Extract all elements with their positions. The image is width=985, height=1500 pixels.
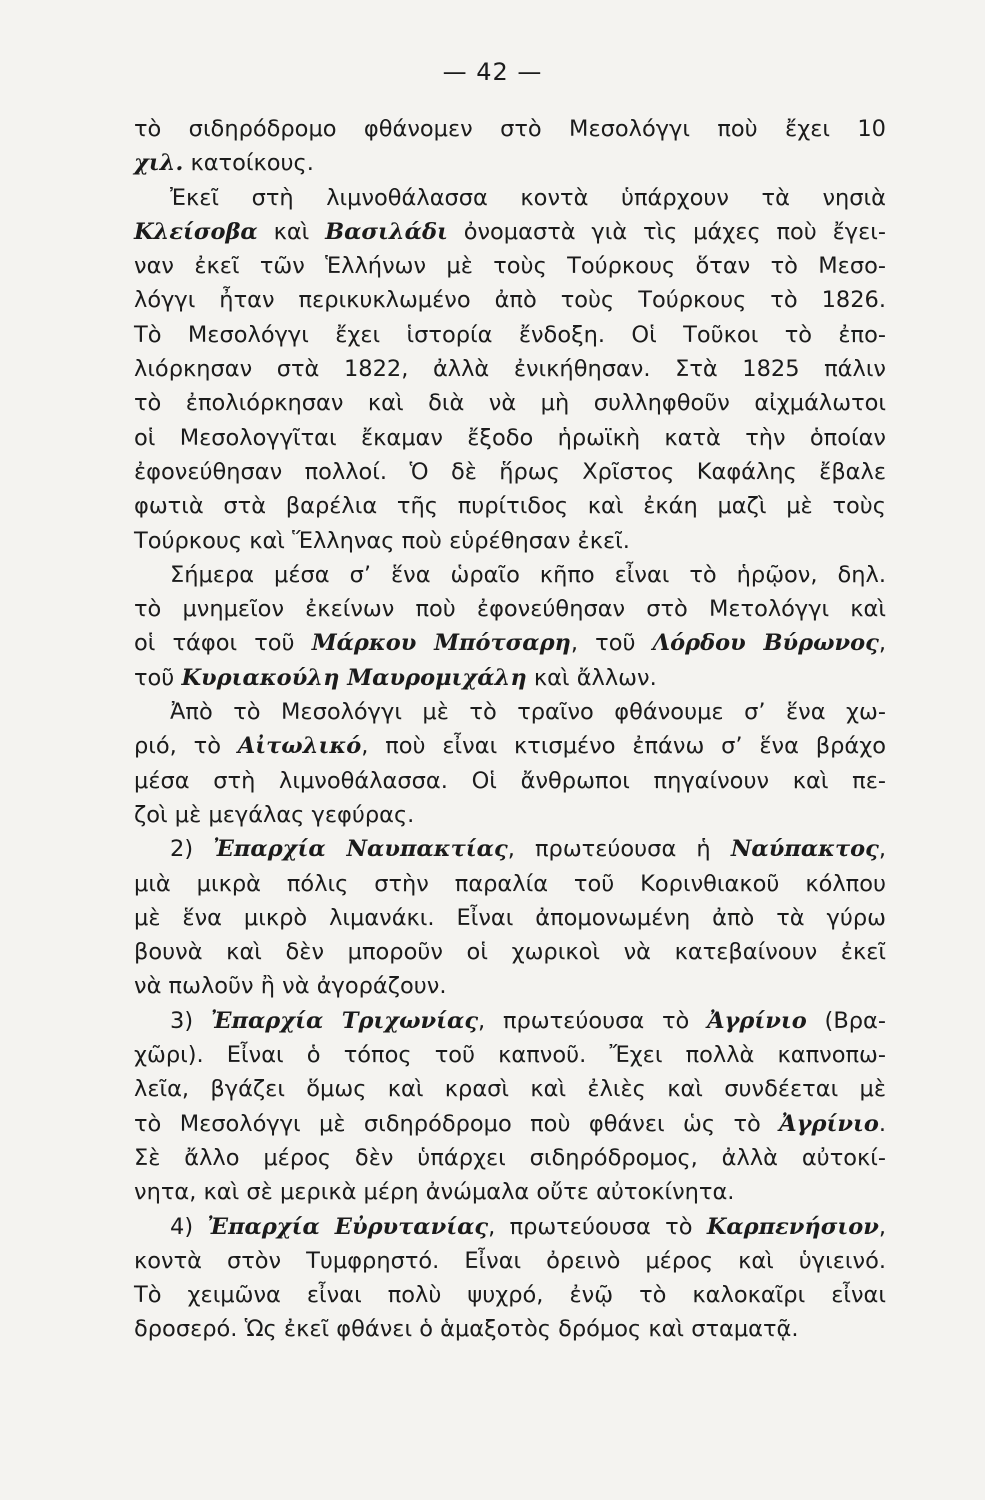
text-line: δροσερό. Ὡς ἐκεῖ φθάνει ὁ ἁμαξοτὸς δρόμος καὶ σταματᾷ. [134, 1316, 799, 1343]
text-line: οἱ τάφοι τοῦ Μάρκου Μπότσαρη, τοῦ Λόρδου Βύρωνος, [134, 630, 886, 657]
text-line: ναν ἐκεῖ τῶν Ἑλλήνων μὲ τοὺς Τούρκους ὅταν τὸ Μεσο- [134, 253, 886, 280]
text-line: Τὸ Μεσολόγγι ἔχει ἱστορία ἔνδοξη. Οἱ Τοῦκοι τὸ ἐπο- [134, 321, 886, 348]
text-line: νὰ πωλοῦν ἢ νὰ ἀγοράζουν. [134, 973, 447, 1000]
text-line: ριό, τὸ Αἰτωλικό, ποὺ εἶναι κτισμένο ἐπάνω σ’ ἕνα βράχο [134, 733, 886, 760]
text-line: κοντὰ στὸν Τυμφρηστό. Εἶναι ὀρεινὸ μέρος καὶ ὑγιεινό. [134, 1247, 886, 1274]
text-line: Ἐκεῖ στὴ λιμνοθάλασσα κοντὰ ὑπάρχουν τὰ νησιὰ [170, 184, 886, 211]
body-text [134, 112, 886, 1347]
text-line: ἐφονεύθησαν πολλοί. Ὁ δὲ ἥρως Χρῖστος Καφάλης ἔβαλε [134, 458, 886, 485]
text-line: λεῖα, βγάζει ὅμως καὶ κρασὶ καὶ ἐλιὲς καὶ συνδέεται μὲ [134, 1076, 886, 1103]
text-line: Κλείσοβα καὶ Βασιλάδι ὀνομαστὰ γιὰ τὶς μάχες ποὺ ἔγει- [134, 218, 886, 245]
text-line: χιλ. κατοίκους. [134, 150, 314, 177]
text-line: τὸ μνημεῖον ἐκείνων ποὺ ἐφονεύθησαν στὸ Μετολόγγι καὶ [134, 596, 886, 623]
text-line: τοῦ Κυριακούλη Μαυρομιχάλη καὶ ἄλλων. [134, 664, 657, 691]
text-line: Τὸ χειμῶνα εἶναι πολὺ ψυχρό, ἐνῷ τὸ καλοκαῖρι εἶναι [134, 1282, 886, 1309]
text-line: Σήμερα μέσα σ’ ἕνα ὡραῖο κῆπο εἶναι τὸ ἡρῷον, δηλ. [170, 561, 886, 588]
text-line: Σὲ ἄλλο μέρος δὲν ὑπάρχει σιδηρόδρομος, ἀλλὰ αὐτοκί- [134, 1144, 886, 1171]
text-line: Τούρκους καὶ Ἕλληνας ποὺ εὑρέθησαν ἐκεῖ. [134, 527, 630, 554]
text-line: 3) Ἐπαρχία Τριχωνίας, πρωτεύουσα τὸ Ἀγρίνιο (Βρα- [170, 1007, 886, 1034]
text-line: τὸ ἐπολιόρκησαν καὶ διὰ νὰ μὴ συλληφθοῦν αἰχμάλωτοι [134, 390, 886, 417]
text-line: βουνὰ καὶ δὲν μποροῦν οἱ χωρικοὶ νὰ κατεβαίνουν ἐκεῖ [134, 939, 886, 966]
text-line: λιόρκησαν στὰ 1822, ἀλλὰ ἐνικήθησαν. Στὰ 1825 πάλιν [134, 356, 886, 383]
text-line: Ἀπὸ τὸ Μεσολόγγι μὲ τὸ τραῖνο φθάνουμε σ’ ἕνα χω- [170, 699, 886, 726]
text-line: λόγγι ἦταν περικυκλωμένο ἀπὸ τοὺς Τούρκους τὸ 1826. [134, 287, 886, 314]
text-line: ζοὶ μὲ μεγάλας γεφύρας. [134, 801, 415, 828]
text-line: τὸ Μεσολόγγι μὲ σιδηρόδρομο ποὺ φθάνει ὡς τὸ Ἀγρίνιο. [134, 1110, 886, 1137]
page-number: — 42 — [442, 58, 543, 86]
text-line: τὸ σιδηρόδρομο φθάνομεν στὸ Μεσολόγγι ποὺ ἔχει 10 [134, 116, 886, 142]
text-line: 4) Ἐπαρχία Εὐρυτανίας, πρωτεύουσα τὸ Καρπενήσιον, [170, 1213, 887, 1240]
text-line: χῶρι). Εἶναι ὁ τόπος τοῦ καπνοῦ. Ἔχει πολλὰ καπνοπω- [134, 1042, 886, 1069]
text-line: μὲ ἕνα μικρὸ λιμανάκι. Εἶναι ἀπομονωμένη ἀπὸ τὰ γύρω [134, 904, 886, 931]
text-line: μιὰ μικρὰ πόλις στὴν παραλία τοῦ Κορινθιακοῦ κόλπου [134, 870, 886, 897]
text-line: οἱ Μεσολογγῖται ἔκαμαν ἔξοδο ἡρωϊκὴ κατὰ τὴν ὁποίαν [134, 424, 886, 451]
text-line: φωτιὰ στὰ βαρέλια τῆς πυρίτιδος καὶ ἐκάη μαζὶ μὲ τοὺς [134, 493, 886, 520]
text-line: μέσα στὴ λιμνοθάλασσα. Οἱ ἄνθρωποι πηγαίνουν καὶ πε- [134, 767, 886, 794]
text-line: 2) Ἐπαρχία Ναυπακτίας, πρωτεύουσα ἡ Ναύπακτος, [170, 836, 887, 863]
text-line: νητα, καὶ σὲ μερικὰ μέρη ἀνώμαλα οὔτε αὐτοκίνητα. [134, 1179, 735, 1206]
